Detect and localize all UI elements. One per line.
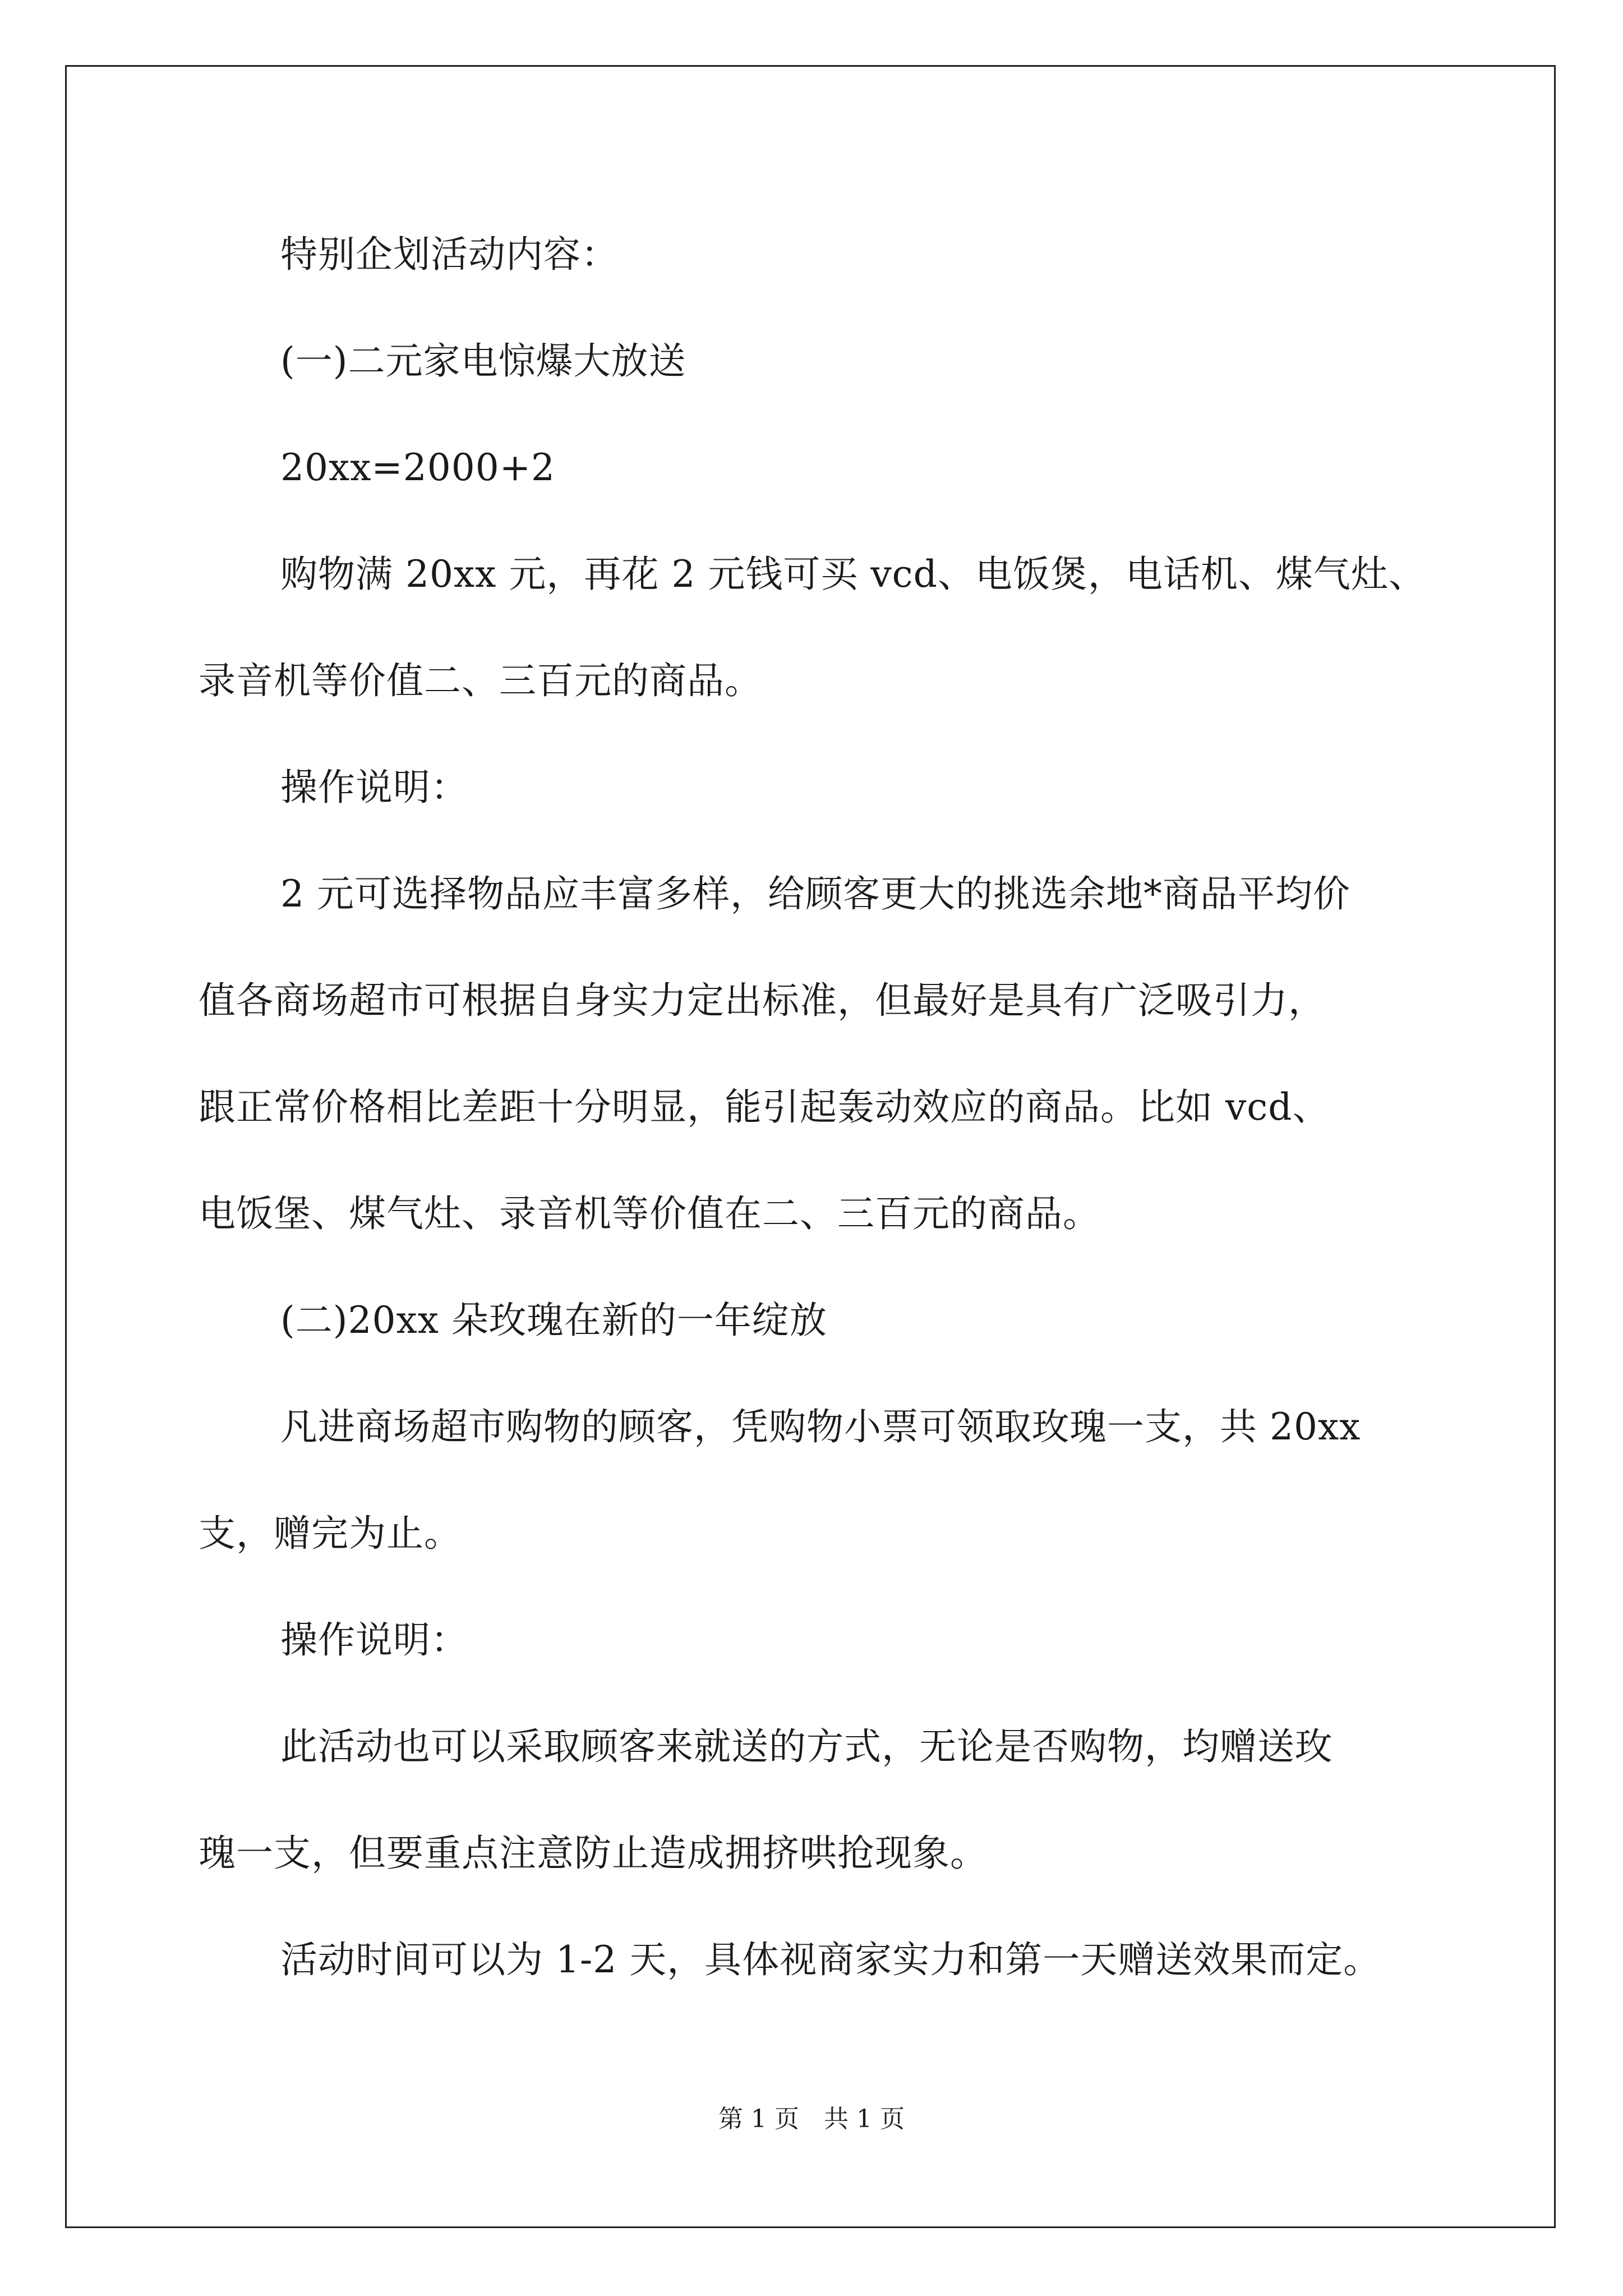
heading-special-activity: 特别企划活动内容： (280, 233, 619, 276)
page-footer: 第 1 页 共 1 页 (718, 2105, 905, 2133)
formula-line: 20xx=2000+2 (280, 446, 555, 489)
paragraph-line: 瑰一支，但要重点注意防止造成拥挤哄抢现象。 (199, 1832, 988, 1875)
paragraph-line: 跟正常价格相比差距十分明显，能引起轰动效应的商品。比如 vcd、 (199, 1085, 1330, 1129)
operation-note-heading: 操作说明： (280, 1618, 468, 1662)
paragraph-line: 活动时间可以为 1-2 天，具体视商家实力和第一天赠送效果而定。 (280, 1938, 1381, 1981)
page-border (65, 65, 1556, 2228)
paragraph-line: 此活动也可以采取顾客来就送的方式，无论是否购物，均赠送玫 (280, 1725, 1332, 1768)
paragraph-line: 录音机等价值二、三百元的商品。 (199, 659, 762, 702)
paragraph-line: 凡进商场超市购物的顾客，凭购物小票可领取玫瑰一支，共 20xx (280, 1405, 1361, 1448)
paragraph-line: 支，赠完为止。 (199, 1512, 462, 1555)
paragraph-line: 电饭堡、煤气灶、录音机等价值在二、三百元的商品。 (199, 1192, 1100, 1235)
paragraph-line: 值各商场超市可根据自身实力定出标准，但最好是具有广泛吸引力， (199, 979, 1326, 1022)
section-title-2: (二)20xx 朵玫瑰在新的一年绽放 (280, 1299, 827, 1342)
operation-note-heading: 操作说明： (280, 766, 468, 809)
section-title-1: (一)二元家电惊爆大放送 (280, 339, 686, 383)
paragraph-line: 购物满 20xx 元，再花 2 元钱可买 vcd、电饭煲，电话机、煤气灶、 (280, 553, 1426, 596)
paragraph-line: 2 元可选择物品应丰富多样，给顾客更大的挑选余地*商品平均价 (280, 872, 1350, 915)
